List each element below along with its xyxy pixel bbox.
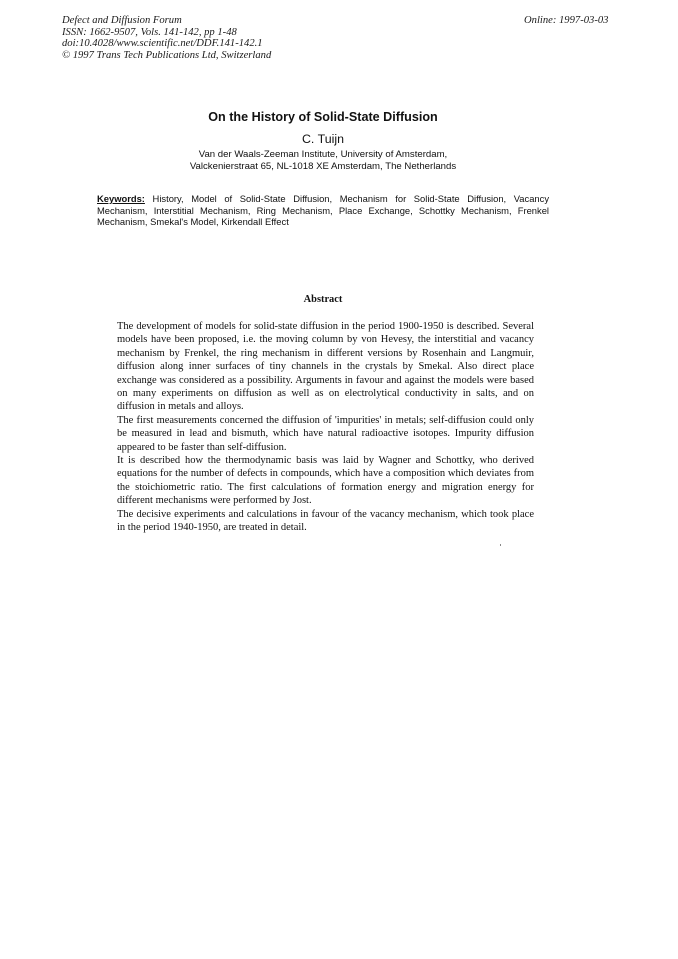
abstract-heading: Abstract: [303, 294, 343, 305]
abstract-paragraph: The first measurements concerned the diffusion of 'impurities' in metals; self-diffusion could only be measured in lead and bismuth, which have natural radioactive isotopes. Impurity diffusion appeared to be faster than self-diffusion.: [117, 414, 534, 453]
keywords-list: History, Model of Solid-State Diffusion, Mechanism for Solid-State Diffusion, Vacancy Mechanism, Interstitial Mechanism, Ring Mechanism, Place Exchange, Schottky Mechanism, Frenkel Mechanism, Smekal's Model, Kirkendall Effect: [97, 193, 550, 228]
journal-citation-block: [62, 15, 271, 61]
abstract-paragraph: It is described how the thermodynamic basis was laid by Wagner and Schottky, who derived equations for the number of defects in compounds, which have a composition which deviates from the stoichiometric ratio. The first calculations of formation energy and migration energy for different mechanisms were performed by Jost.: [117, 455, 534, 507]
copyright-line: © 1997 Trans Tech Publications Ltd, Switzerland: [62, 49, 272, 61]
abstract-paragraph: The development of models for solid-state diffusion in the period 1900-1950 is described. Several models have been proposed, i.e. the moving column by von Hevesy, the interstitial and vacancy mechanism by Frenkel, the ring mechanism in different versions by Rosenhain and Langmuir, diffusion along inner surfaces of tiny channels in the crystals by Smekal. Also direct place exchange was considered as a possibility. Arguments in favour and against the models were based on many experiments on diffusion as well as on electrolytical conductivity in salts, and on diffusion in metals and alloys.: [117, 321, 534, 413]
author-name: C. Tuijn: [301, 132, 344, 146]
abstract-body: [117, 320, 534, 535]
keywords-label: Keywords:: [97, 193, 145, 204]
keywords-block: [97, 193, 549, 228]
paper-title: On the History of Solid-State Diffusion: [208, 110, 438, 124]
online-date: Online: 1997-03-03: [524, 15, 609, 26]
title-block: [0, 109, 646, 174]
scan-artifact-mark: [500, 544, 501, 546]
affiliation-line: Valckenierstraat 65, NL-1018 XE Amsterdam, The Netherlands: [189, 161, 457, 173]
doi-line: doi:10.4028/www.scientific.net/DDF.141-142.1: [62, 38, 263, 50]
affiliation-line: Van der Waals-Zeeman Institute, University of Amsterdam,: [198, 149, 448, 160]
affiliation: [0, 149, 646, 174]
abstract-paragraph: The decisive experiments and calculations in favour of the vacancy mechanism, which took place in the period 1940-1950, are treated in detail.: [117, 508, 534, 534]
journal-name: Defect and Diffusion Forum: [62, 15, 182, 26]
issn-line: ISSN: 1662-9507, Vols. 141-142, pp 1-48: [62, 26, 237, 38]
